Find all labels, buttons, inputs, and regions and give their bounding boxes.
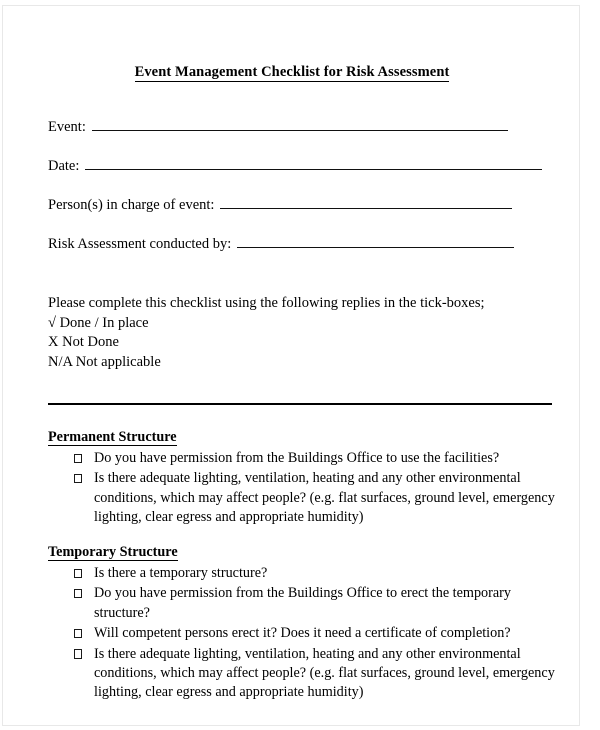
section-permanent-structure-heading-text: Permanent Structure bbox=[48, 429, 177, 445]
form-field-date bbox=[48, 157, 558, 196]
form-field-assessor-label: Risk Assessment conducted by: bbox=[48, 236, 232, 252]
checklist-item[interactable] bbox=[48, 584, 568, 623]
temporary-structure-checklist bbox=[48, 564, 568, 703]
checklist-item-label: Is there adequate lighting, ventilation, heating and any other environmental conditions, which may affect people? (e.g. flat surfaces, ground level, emergency lighting, clear egress and appropriate humidity) bbox=[94, 470, 555, 526]
checkbox-icon[interactable] bbox=[74, 589, 82, 599]
legend-not-done: X Not Done bbox=[48, 334, 119, 350]
form-field-event-label: Event: bbox=[48, 119, 86, 135]
legend-done: √ Done / In place bbox=[48, 314, 149, 331]
form-field-event bbox=[48, 118, 558, 157]
instructions-block bbox=[48, 294, 548, 372]
checkbox-icon[interactable] bbox=[74, 629, 82, 639]
checkbox-icon[interactable] bbox=[74, 474, 82, 484]
form-field-assessor-input[interactable] bbox=[237, 235, 514, 248]
checklist-item[interactable] bbox=[48, 645, 568, 703]
form-field-date-input[interactable] bbox=[85, 157, 542, 170]
section-temporary-structure bbox=[48, 544, 568, 704]
permanent-structure-checklist bbox=[48, 449, 568, 528]
form-field-event-input[interactable] bbox=[92, 118, 508, 131]
form-field-date-label: Date: bbox=[48, 158, 80, 174]
section-permanent-structure-heading bbox=[48, 429, 568, 446]
section-temporary-structure-heading-text: Temporary Structure bbox=[48, 544, 178, 560]
checklist-item-label: Will competent persons erect it? Does it need a certificate of completion? bbox=[94, 625, 511, 642]
checklist-item[interactable] bbox=[48, 564, 568, 583]
checklist-item-label: Do you have permission from the Buildings Office to erect the temporary structure? bbox=[94, 585, 511, 621]
form-field-person-in-charge-label: Person(s) in charge of event: bbox=[48, 197, 215, 213]
form-field-person-in-charge-input[interactable] bbox=[220, 196, 512, 209]
section-temporary-structure-heading bbox=[48, 544, 568, 561]
section-permanent-structure bbox=[48, 429, 568, 529]
checklist-item-label: Do you have permission from the Buildings Office to use the facilities? bbox=[94, 450, 500, 466]
checklist-item-label: Is there a temporary structure? bbox=[94, 565, 268, 581]
page-title bbox=[3, 64, 580, 81]
form-field-person-in-charge bbox=[48, 196, 558, 235]
form-fields-group bbox=[48, 118, 558, 274]
checkbox-icon[interactable] bbox=[74, 569, 82, 579]
checklist-item[interactable] bbox=[48, 469, 568, 527]
instructions-lead: Please complete this checklist using the following replies in the tick-boxes; bbox=[48, 295, 485, 311]
document-page bbox=[2, 5, 580, 726]
checklist-item-label: Is there adequate lighting, ventilation, heating and any other environmental conditions, which may affect people? (e.g. flat surfaces, ground level, emergency lighting, clear egress and appropriate humidity) bbox=[94, 645, 555, 701]
legend-not-applicable: N/A Not applicable bbox=[48, 353, 161, 370]
checklist-item[interactable] bbox=[48, 624, 568, 643]
checkbox-icon[interactable] bbox=[74, 454, 82, 464]
checkbox-icon[interactable] bbox=[74, 649, 82, 659]
page-title-text: Event Management Checklist for Risk Assessment bbox=[134, 64, 450, 80]
section-divider bbox=[48, 403, 552, 405]
form-field-assessor bbox=[48, 235, 558, 274]
checklist-item[interactable] bbox=[48, 449, 568, 468]
